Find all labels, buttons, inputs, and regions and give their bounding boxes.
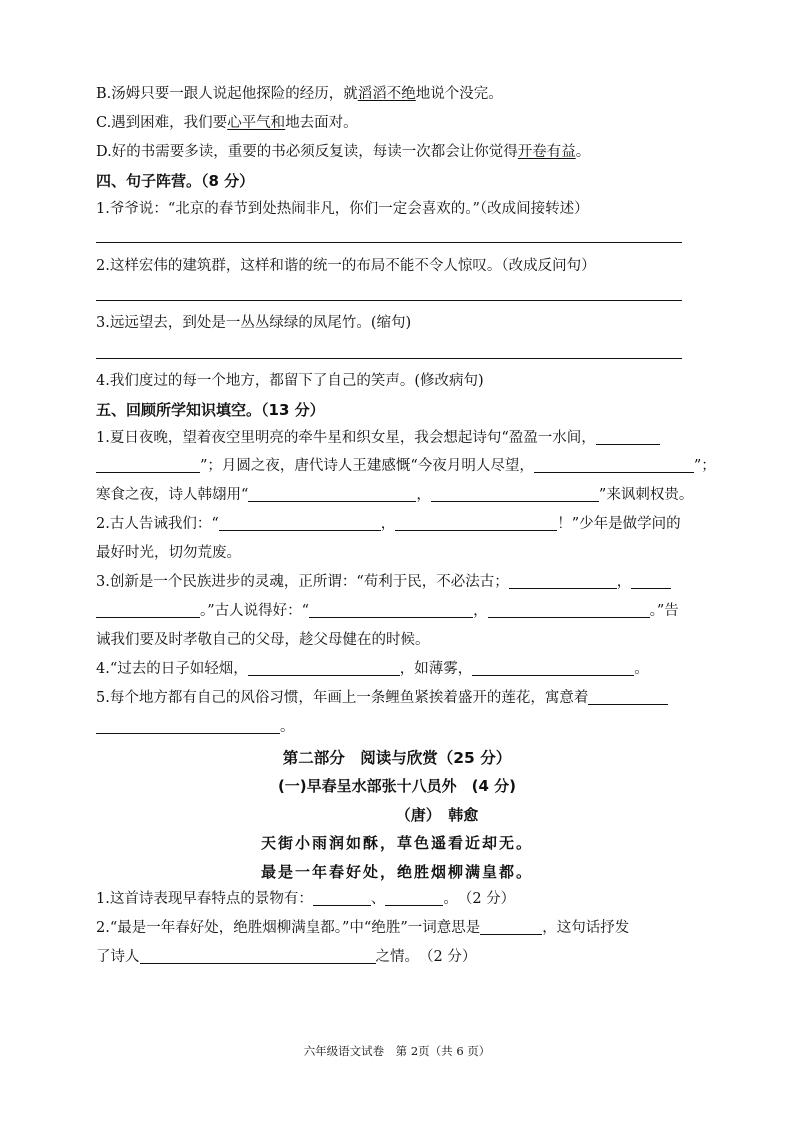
section4-q2: 2.这样宏伟的建筑群，这样和谐的统一的布局不能不令人惊叹。（改成反问句） <box>96 258 596 274</box>
part2-q2-text: 2.“最是一年春好处，绝胜烟柳满皇都。”中“绝胜”一词意思是 <box>96 920 481 936</box>
q3-text: ， <box>473 603 488 619</box>
section5-q5-line1 <box>96 688 668 708</box>
part2-q1-text: 、 <box>370 891 386 907</box>
fill-blank[interactable] <box>631 573 671 589</box>
fill-blank[interactable] <box>309 602 473 618</box>
fill-blank[interactable] <box>596 429 660 445</box>
section5-q5-line2 <box>96 717 295 737</box>
option-b <box>96 84 503 104</box>
fill-blank[interactable] <box>140 948 376 964</box>
fill-blank[interactable] <box>96 457 200 473</box>
answer-line-q1[interactable] <box>96 242 682 243</box>
fill-blank[interactable] <box>488 602 650 618</box>
q1-text: ”来讽刺权贵。 <box>598 487 694 503</box>
section5-q3-line3: 诫我们要及时孝敬自己的父母，趁父母健在的时候。 <box>96 632 430 648</box>
q5-text: 5.每个地方都有自己的风俗习惯，年画上一条鲤鱼紧挨着盛开的莲花，寓意着 <box>96 690 589 706</box>
answer-line-q2[interactable] <box>96 300 682 301</box>
section5-q1-line1 <box>96 428 660 448</box>
section5-q2-line2: 最好时光，切勿荒废。 <box>96 545 241 561</box>
part2-q2-line2 <box>96 947 476 967</box>
option-b-tail: 地说个没完。 <box>415 86 503 102</box>
fill-blank[interactable] <box>480 919 542 935</box>
q5-text: 。 <box>280 719 295 735</box>
poem-title: (一)早春呈水部张十八员外 (4 分) <box>277 777 517 795</box>
section4-q3: 3.远远望去，到处是一丛丛绿绿的凤尾竹。(缩句) <box>96 315 412 331</box>
part2-q2-line1 <box>96 918 629 938</box>
q1-text: ”；月圆之夜，唐代诗人王建感慨“今夜月明人尽望， <box>200 458 534 474</box>
q3-text: 3.创新是一个民族进步的灵魂，正所谓：“苟利于民，不必法古； <box>96 574 509 590</box>
section4-q1: 1.爷爷说：“北京的春节到处热闹非凡，你们一定会喜欢的。”（改成间接转述） <box>96 201 589 217</box>
fill-blank[interactable] <box>96 602 200 618</box>
q2-text: ！”少年是做学问的 <box>557 516 681 532</box>
fill-blank[interactable] <box>248 660 400 676</box>
part2-q2-text: 之情。 （2 分） <box>375 949 477 965</box>
section5-q1-line2 <box>96 456 716 476</box>
q1-text: ”； <box>693 458 716 474</box>
q2-text: ， <box>380 516 396 532</box>
q1-text: 1.夏日夜晚，望着夜空里明亮的牵牛星和织女星，我会想起诗句“盈盈一水间， <box>96 430 596 446</box>
option-b-idiom: 滔滔不绝 <box>357 86 416 102</box>
option-c-idiom: 心平气和 <box>227 115 286 131</box>
section5-q1-line3 <box>96 485 693 505</box>
option-d-tail: 。 <box>575 144 591 160</box>
fill-blank[interactable] <box>431 486 599 502</box>
part2-q2-text: 了诗人 <box>96 949 140 965</box>
fill-blank[interactable] <box>534 457 694 473</box>
part2-q2-text: ，这句话抒发 <box>542 920 630 936</box>
fill-blank[interactable] <box>385 890 443 906</box>
page-footer: 六年级语文试卷 第 2页（共 6 页） <box>303 1044 491 1058</box>
fill-blank[interactable] <box>313 890 371 906</box>
option-c-text: C.遇到困难，我们要 <box>96 115 228 131</box>
poem-line-2: 最是一年春好处，绝胜烟柳满皇都。 <box>260 863 533 881</box>
section5-q3-line1 <box>96 572 671 592</box>
option-d-idiom: 开卷有益 <box>517 144 576 160</box>
part2-q1-text: 。 （2 分） <box>443 891 516 907</box>
q4-text: 。 <box>634 661 649 677</box>
option-c-tail: 地去面对。 <box>285 115 358 131</box>
section5-q4 <box>96 659 649 679</box>
poem-author: （唐） 韩愈 <box>395 806 479 824</box>
q3-text: 。”告 <box>649 603 679 619</box>
option-c <box>96 113 358 133</box>
section5-q2-line1 <box>96 514 681 534</box>
q4-text: 4.“过去的日子如轻烟， <box>96 661 248 677</box>
section4-q4: 4.我们度过的每一个地方，都留下了自己的笑声。(修改病句) <box>96 373 484 389</box>
fill-blank[interactable] <box>472 660 634 676</box>
q1-text: 寒食之夜，诗人韩翃用“ <box>96 487 249 503</box>
q2-text: 2.古人告诫我们：“ <box>96 516 219 532</box>
q1-text: ， <box>416 487 431 503</box>
section5-title: 五、回顾所学知识填空。（13 分） <box>96 401 325 419</box>
q4-text: ，如薄雾， <box>399 661 473 677</box>
q3-text: 。”古人说得好：“ <box>200 603 310 619</box>
fill-blank[interactable] <box>96 718 280 734</box>
poem-line-1: 天街小雨润如酥，草色遥看近却无。 <box>260 834 533 852</box>
fill-blank[interactable] <box>248 486 416 502</box>
fill-blank[interactable] <box>588 689 668 705</box>
answer-line-q3[interactable] <box>96 358 682 359</box>
section4-title: 四、句子阵营。（8 分） <box>96 172 255 190</box>
fill-blank[interactable] <box>395 515 557 531</box>
option-b-text: B.汤姆只要一跟人说起他探险的经历，就 <box>96 86 358 102</box>
option-d <box>96 142 590 162</box>
fill-blank[interactable] <box>509 573 617 589</box>
part2-q1-text: 1.这首诗表现早春特点的景物有： <box>96 891 313 907</box>
part2-q1 <box>96 889 515 909</box>
option-d-text: D.好的书需要多读，重要的书必须反复读，每读一次都会让你觉得 <box>96 144 518 160</box>
section5-q3-line2 <box>96 601 679 621</box>
part2-title: 第二部分 阅读与欣赏（25 分） <box>282 749 512 767</box>
q3-text: ， <box>616 574 632 590</box>
fill-blank[interactable] <box>219 515 381 531</box>
